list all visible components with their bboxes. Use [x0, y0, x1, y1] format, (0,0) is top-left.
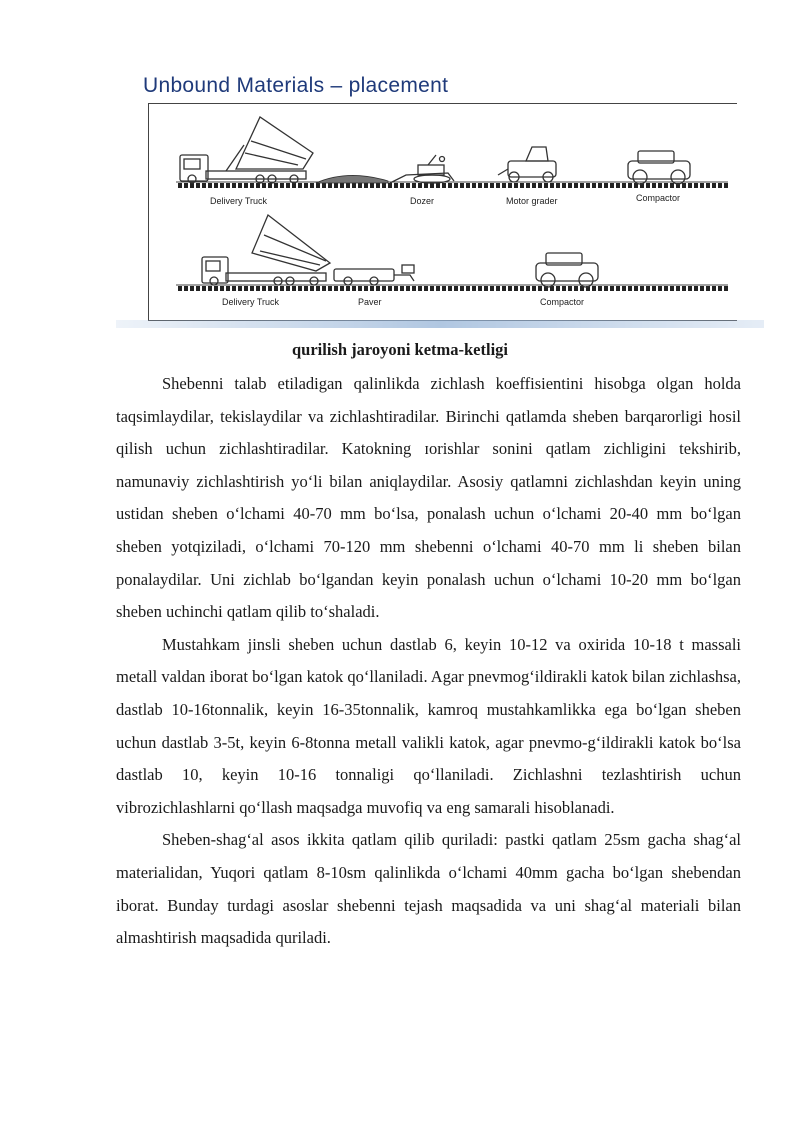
body-text — [116, 368, 741, 955]
compactor-row1-icon — [628, 151, 690, 184]
gravel-pile — [316, 175, 388, 183]
label-compactor-1: Compactor — [636, 193, 681, 203]
label-delivery-truck-2: Delivery Truck — [222, 297, 280, 307]
paver-icon — [334, 265, 414, 285]
paragraph-1: Shebenni talab etiladigan qalinlikda zichlash koeffisientini hisobga olgan holda taqsimlaydilar, tekislaydilar va zichlashtiradilar. Birinchi qatlamda sheben barqarorligi hosil qilish uchun zichlashtiradilar. Katokning ɪorishlar sonini qatlam zichligini tekshirib, namunaviy zichlashtirish yo‘li bilan aniqlaydilar. Asosiy qatlamni zichlashdan keyin uning ustidan sheben o‘lchami 40-70 mm bo‘lsa, ponalash uchun o‘lchami 20-40 mm bo‘lgan sheben yotqiziladi, o‘lchami 70-120 mm shebenni o‘lchami 40-70 mm li sheben bilan ponalaydilar. Uni zichlab bo‘lgandan keyin ponalash uchun o‘lchami 10-20 mm bo‘lgan sheben uchinchi qatlam qilib to‘shaladi. — [116, 374, 741, 622]
figure-shadow — [116, 320, 764, 328]
label-delivery-truck-1: Delivery Truck — [210, 196, 268, 206]
delivery-truck-row1-icon — [180, 117, 313, 183]
label-motor-grader: Motor grader — [506, 196, 558, 206]
paragraph-2: Mustahkam jinsli sheben uchun dastlab 6, keyin 10-12 va oxirida 10-18 t massali metall valdan iborat bo‘lgan katok qo‘llaniladi. Agar pnevmog‘ildirakli katok bilan zichlashsa, dastlab 10-16tonnalik, keyin 16-35tonnalik, kamroq mustahkamlikka ega bo‘lgan sheben uchun dastlab 3-5t, keyin 6-8tonna metall valikli katok, agar pnevmo-g‘ildirakli katok bo‘lsa dastlab 10, keyin 10-16 tonnaligi qo‘llaniladi. Zichlashni tezlashtirish uchun vibrozichlashlarni qo‘llash maqsadga muvofiq va eng samarali hisoblanadi. — [116, 634, 741, 817]
label-paver: Paver — [358, 297, 382, 307]
ground-track-row2 — [176, 286, 728, 291]
paragraph-3: Sheben-shag‘al asos ikkita qatlam qilib quriladi: pastki qatlam 25sm gacha shag‘al materialidan, Yuqori qatlam 8-10sm qalinlikda o‘lchami 40mm gacha bo‘lgan shebendan iborat. Bunday turdagi asoslar shebenni tejash maqsadida va uni shag‘al materiali bilan almashtirish maqsadida quriladi. — [116, 830, 741, 948]
figure-title: Unbound Materials – placement — [143, 74, 449, 97]
figure-caption: qurilish jaroyoni ketma-ketligi — [291, 340, 509, 359]
compactor-row2-icon — [536, 253, 598, 287]
placement-illustration — [148, 103, 736, 319]
dozer-icon — [390, 155, 454, 183]
ground-track-row1 — [176, 183, 728, 188]
motor-grader-icon — [498, 147, 556, 182]
placement-figure — [116, 70, 764, 332]
label-compactor-2: Compactor — [540, 297, 585, 307]
delivery-truck-row2-icon — [202, 215, 330, 285]
label-dozer: Dozer — [410, 196, 435, 206]
